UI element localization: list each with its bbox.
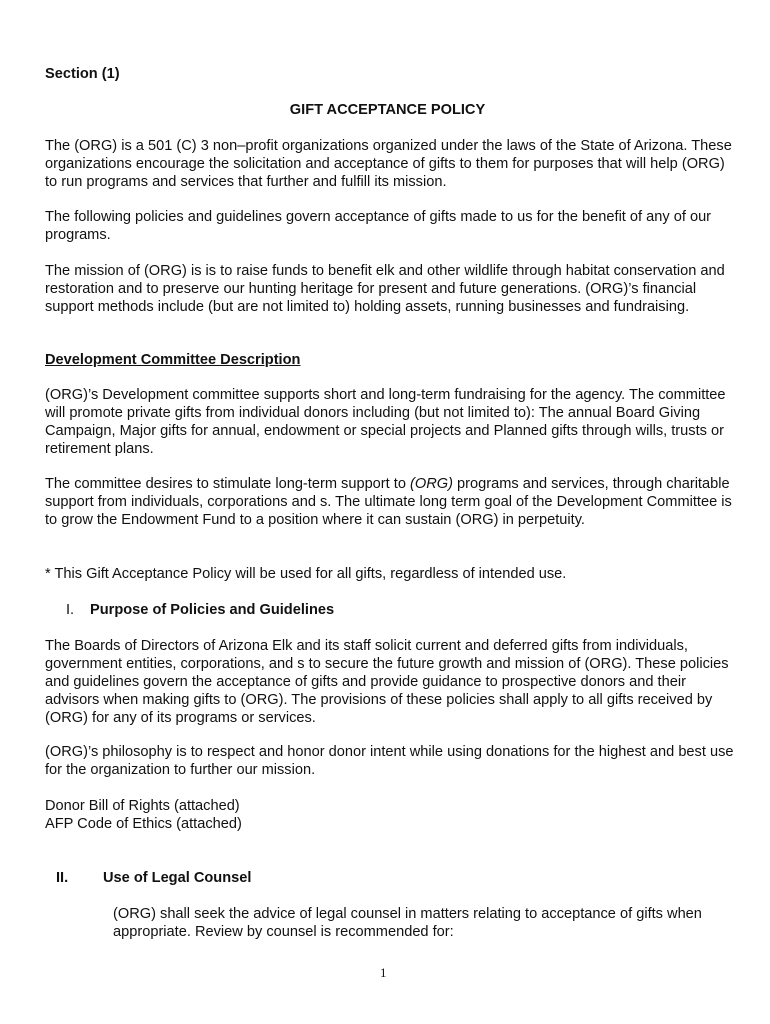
section-ii-paragraph-1: (ORG) shall seek the advice of legal counsel in matters relating to acceptance of gifts when appropriate. Review by counsel is recommended for: [113,906,702,940]
section-label: Section (1) [45,66,120,82]
dev-committee-heading: Development Committee Description [45,352,301,368]
dev-committee-paragraph-2 [45,475,735,529]
section-i-numeral: I. [66,602,75,618]
dev-committee-p2-after: programs and services, through charitable support from individuals, corporations and s. The ultimate long term goal of the Development Committee is to grow the Endowment Fund to a position where it can sustain (ORG) in perpetuity. [45,476,732,528]
section-i-paragraph-2: (ORG)’s philosophy is to respect and honor donor intent while using donations for the highest and best use for the organization to further our mission. [45,744,734,778]
section-i-paragraph-1: The Boards of Directors of Arizona Elk and its staff solicit current and deferred gifts from individuals, government entities, corporations, and s to secure the future growth and mission of (ORG). These policies and guidelines govern the acceptance of gifts and provide guidance to prospective donors and their advisors when making gifts to (ORG). The provisions of these policies shall apply to all gifts received by (ORG) for any of its programs or services. [45,638,729,726]
dev-committee-paragraph-1: (ORG)’s Development committee supports short and long-term fundraising for the agency. The committee will promote private gifts from individual donors including (but not limited to): The annual Board Giving Campaign, Major gifts for annual, endowment or special projects and Planned gifts through wills, trusts or retirement plans. [45,387,726,457]
attachment-donor-bill: Donor Bill of Rights (attached) [45,798,240,814]
policy-note: * This Gift Acceptance Policy will be used for all gifts, regardless of intended use. [45,566,567,582]
attachment-afp-code: AFP Code of Ethics (attached) [45,816,242,832]
section-ii-heading: Use of Legal Counsel [103,870,252,886]
document-title: GIFT ACCEPTANCE POLICY [289,102,486,118]
dev-committee-p2-before: The committee desires to stimulate long-term support to [45,476,410,492]
intro-paragraph-1: The (ORG) is a 501 (C) 3 non–profit organizations organized under the laws of the State of Arizona. These organizations encourage the solicitation and acceptance of gifts to them for purposes that will help (ORG) to run programs and services that further and fulfill its mission. [45,138,732,190]
page-number: 1 [380,965,387,980]
mission-paragraph: The mission of (ORG) is is to raise funds to benefit elk and other wildlife through habitat conservation and restoration and to preserve our hunting heritage for present and future generations. (ORG)’s financial support methods include (but are not limited to) holding assets, running businesses and fundraising. [45,263,725,315]
section-i-heading: Purpose of Policies and Guidelines [90,602,335,618]
intro-paragraph-2: The following policies and guidelines govern acceptance of gifts made to us for the benefit of any of our programs. [45,209,712,243]
section-ii-numeral: II. [56,870,69,886]
dev-committee-p2-org: (ORG) [410,476,453,492]
